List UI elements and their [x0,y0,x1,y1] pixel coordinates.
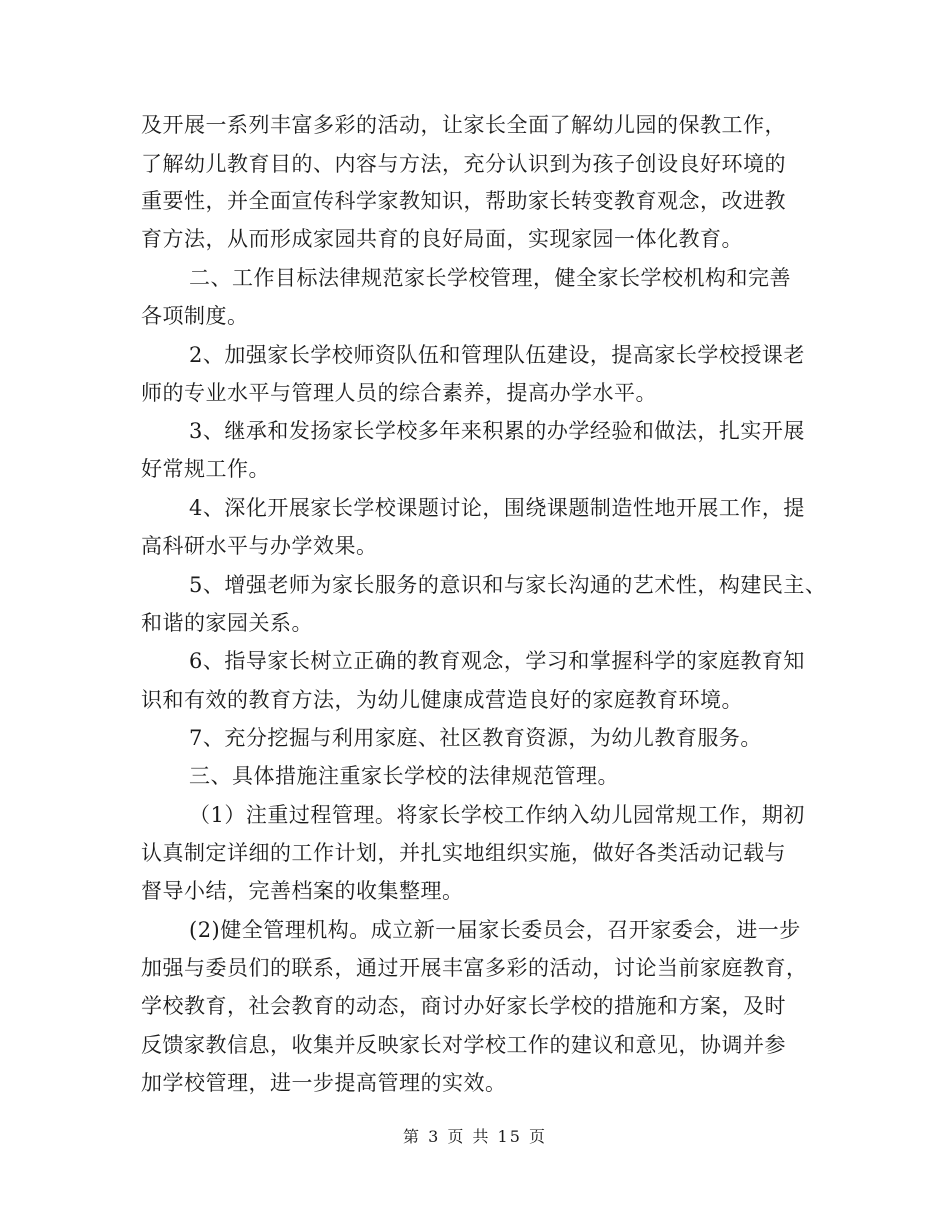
list-item-line: 6、指导家长树立正确的教育观念，学习和掌握科学的家庭教育知 [189,649,805,673]
paragraph-line: 育方法，从而形成家园共育的良好局面，实现家园一体化教育。 [141,227,743,251]
list-item-line: 7、充分挖掘与利用家庭、社区教育资源，为幼儿教育服务。 [189,726,762,750]
list-item-line: 3、继承和发扬家长学校多年来积累的办学经验和做法，扎实开展 [189,419,805,443]
list-item-line: （1）注重过程管理。将家长学校工作纳入幼儿园常规工作，期初 [189,803,805,827]
list-item-line: 5、增强老师为家长服务的意识和与家长沟通的艺术性，构建民主、 [189,573,827,597]
paragraph-line: 认真制定详细的工作计划，并扎实地组织实施，做好各类活动记载与 [141,841,786,865]
paragraph-line: 反馈家教信息，收集并反映家长对学校工作的建议和意见，协调并参 [141,1033,786,1057]
list-item-line: 4、深化开展家长学校课题讨论，围绕课题制造性地开展工作，提 [189,496,805,520]
paragraph-line: 各项制度。 [141,304,249,328]
paragraph-line: 高科研水平与办学效果。 [141,534,378,558]
section-heading-line: 三、具体措施注重家长学校的法律规范管理。 [189,764,619,788]
paragraph-line: 和谐的家园关系。 [141,611,313,635]
paragraph-line: 学校教育，社会教育的动态，商讨办好家长学校的措施和方案，及时 [141,994,786,1018]
paragraph-line: 师的专业水平与管理人员的综合素养，提高办学水平。 [141,381,657,405]
list-item-line: 2、加强家长学校师资队伍和管理队伍建设，提高家长学校授课老 [189,343,805,367]
list-item-line: (2)健全管理机构。成立新一届家长委员会，召开家委会，进一步 [189,918,801,942]
section-heading-line: 二、工作目标法律规范家长学校管理，健全家长学校机构和完善 [189,266,791,290]
page-number-footer: 第 3 页 共 15 页 [403,1127,547,1146]
paragraph-line: 督导小结，完善档案的收集整理。 [141,879,464,903]
paragraph-line: 了解幼儿教育目的、内容与方法，充分认识到为孩子创设良好环境的 [141,152,786,176]
paragraph-line: 及开展一系列丰富多彩的活动，让家长全面了解幼儿园的保教工作， [141,113,786,137]
paragraph-line: 加学校管理，进一步提高管理的实效。 [141,1071,507,1095]
paragraph-line: 加强与委员们的联系，通过开展丰富多彩的活动，讨论当前家庭教育， [141,956,808,980]
paragraph-line: 重要性，并全面宣传科学家教知识，帮助家长转变教育观念，改进教 [141,189,786,213]
paragraph-line: 识和有效的教育方法，为幼儿健康成营造良好的家庭教育环境。 [141,688,743,712]
paragraph-line: 好常规工作。 [141,457,270,481]
